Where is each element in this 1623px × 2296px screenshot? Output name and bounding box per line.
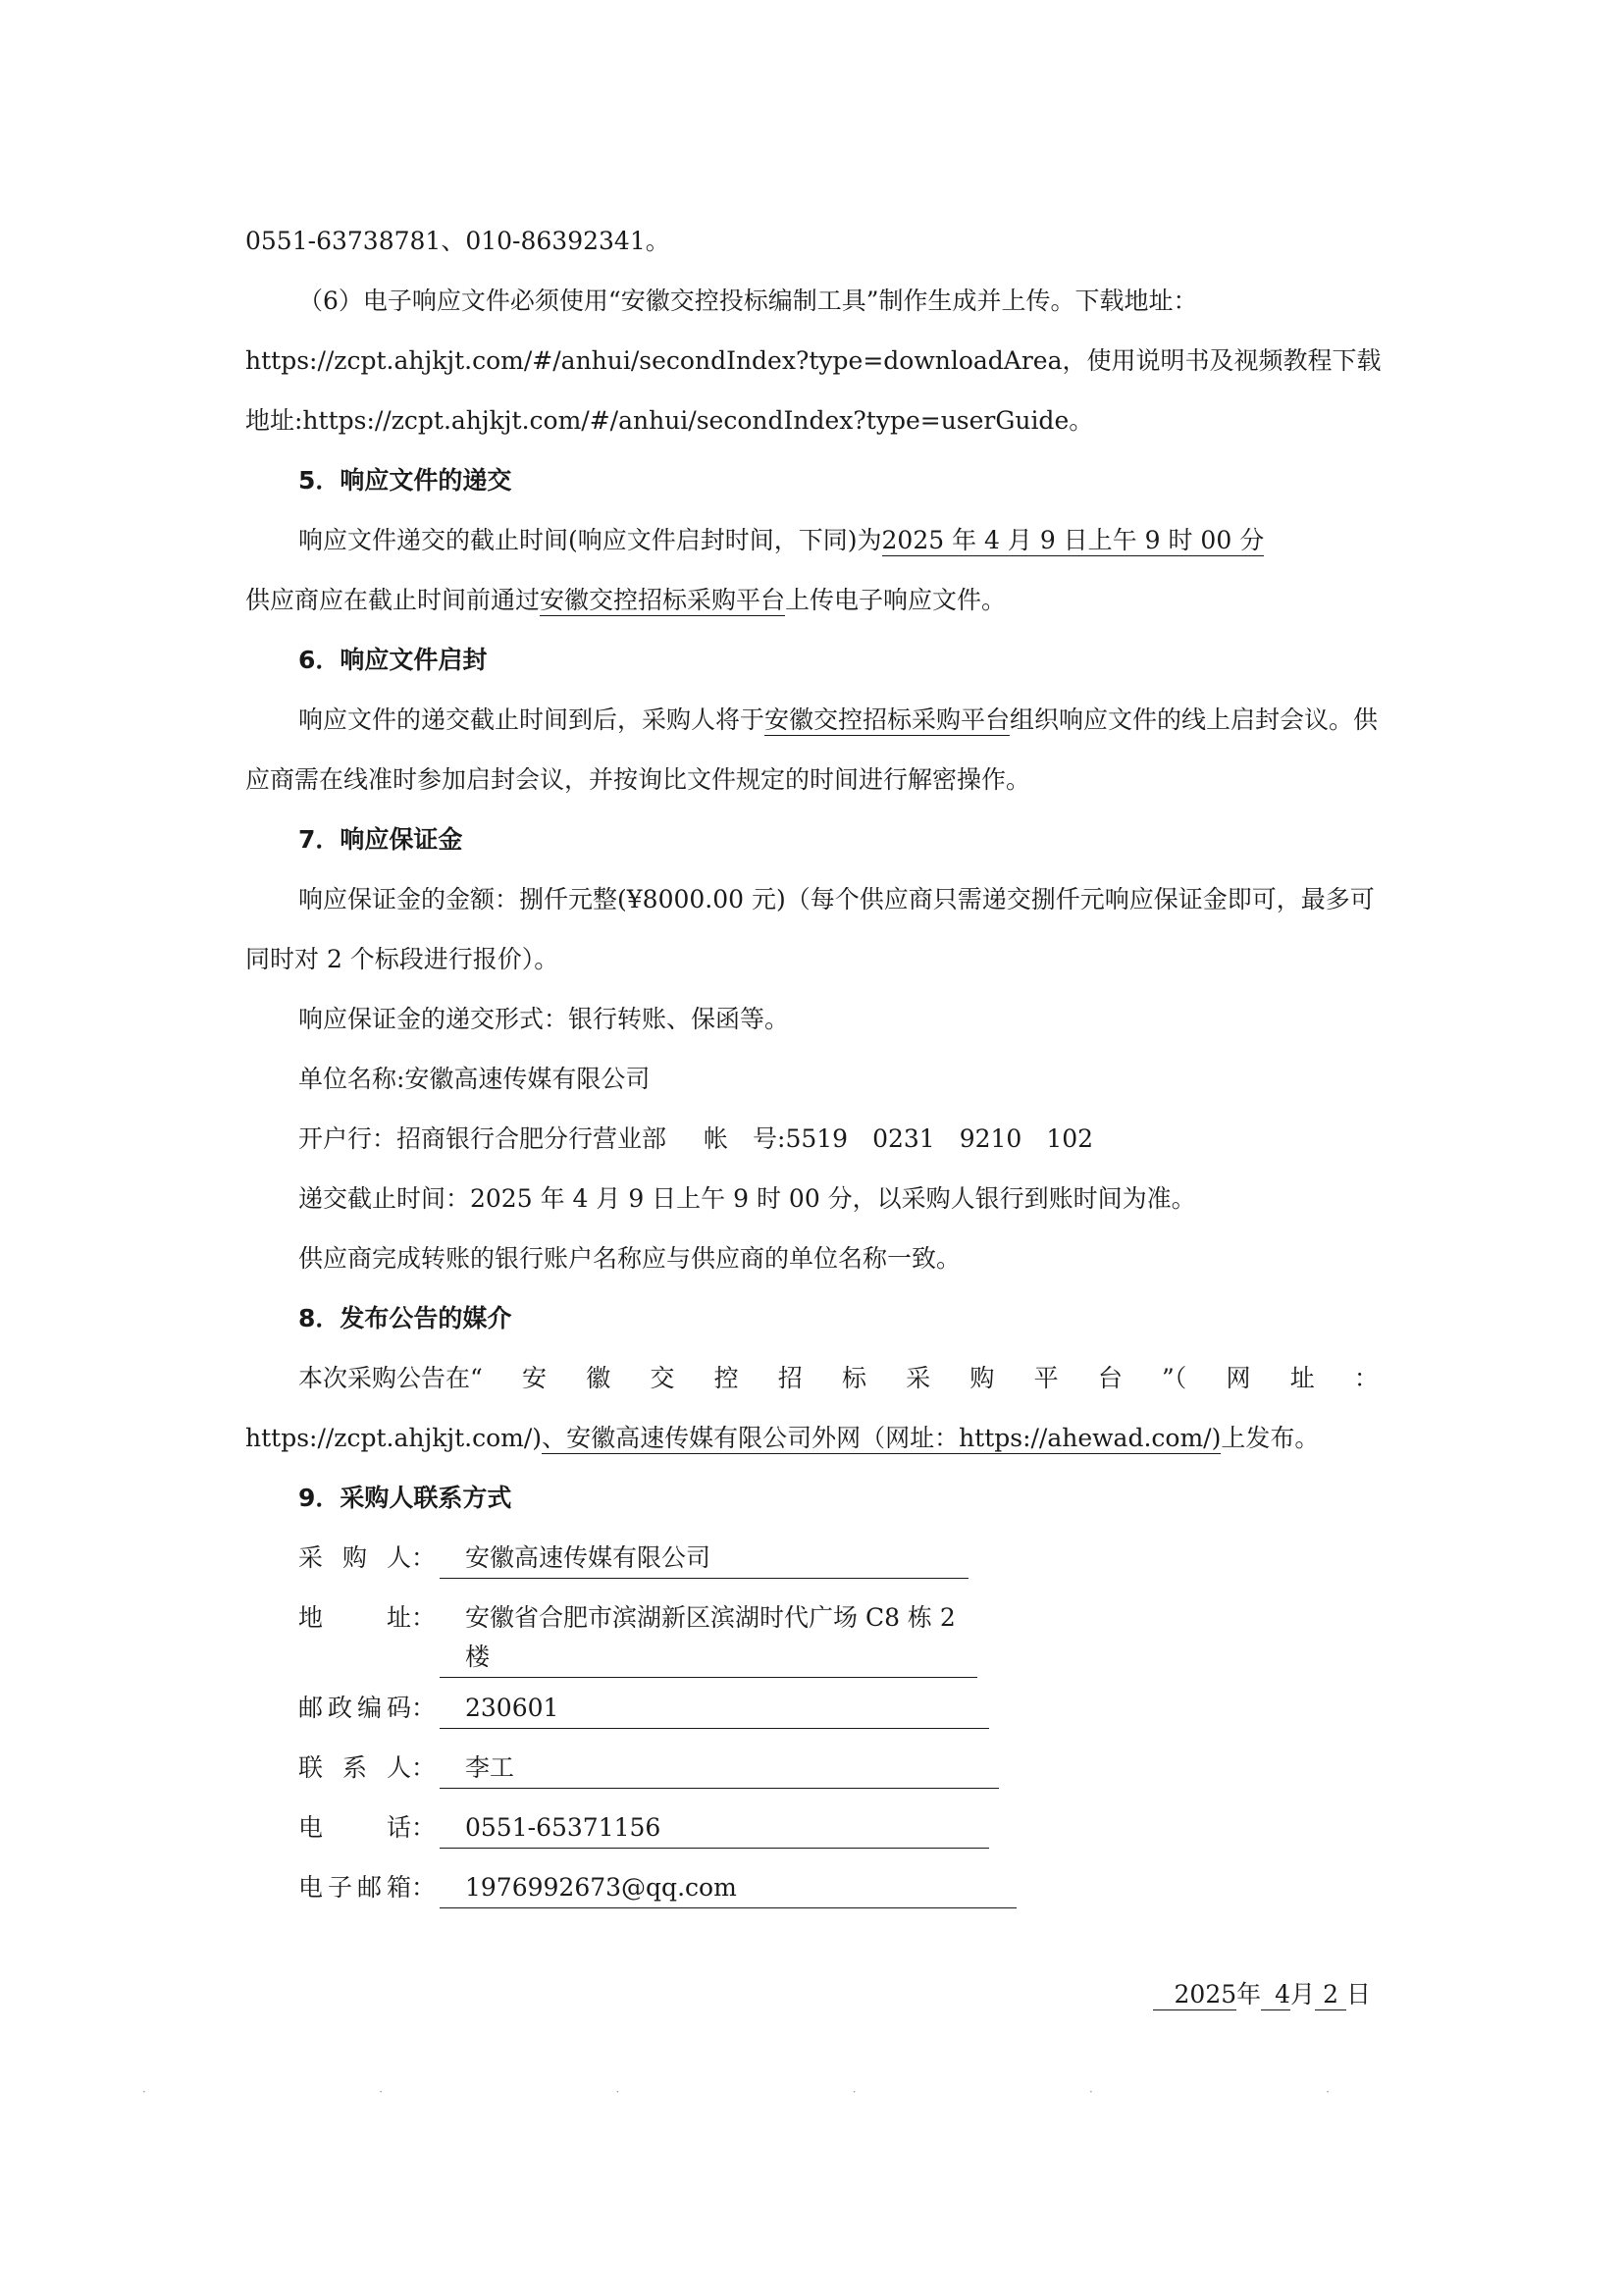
media-char: 址 [1289, 1364, 1315, 1392]
contact-row [245, 1678, 1379, 1738]
scan-dot: · [615, 2085, 620, 2099]
tool-line-2: https://zcpt.ahjkjt.com/#/anhui/secondIndex?type=downloadArea，使用说明书及视频教程下载 [245, 346, 1382, 375]
media-url-1: https://zcpt.ahjkjt.com/) [245, 1424, 543, 1452]
s5-text-c: 上传电子响应文件。 [785, 586, 1007, 614]
date-year: 2025 [1153, 1980, 1237, 2010]
media-char: 标 [842, 1364, 867, 1392]
s5-platform: 安徽交控招标采购平台 [540, 586, 786, 614]
document-page [245, 211, 1382, 2024]
s6-text-b: 组织响应文件的线上启封会议。供应商需在线准时参加启封会议，并按询比文件规定的时间进行解密操作。 [245, 705, 1379, 794]
s5-text-b: 供应商应在截止时间前通过 [245, 586, 541, 614]
signature-date [245, 1964, 1379, 2024]
s6-platform: 安徽交控招标采购平台 [764, 705, 1011, 734]
contact-label-char: 电 [298, 1873, 324, 1902]
media-char: 采 [906, 1364, 931, 1392]
deposit-deadline: 递交截止时间：2025 年 4 月 9 日上午 9 时 00 分，以采购人银行到账时间为准。 [298, 1184, 1196, 1213]
bank-line [245, 1109, 1379, 1169]
contact-value: 李工 [440, 1748, 999, 1789]
contact-label-char: 系 [341, 1753, 367, 1782]
contact-label-char: 箱： [386, 1873, 436, 1902]
media-line-2 [245, 1408, 1379, 1468]
contact-label-char: 联 [298, 1753, 324, 1782]
contact-label-char: 子 [327, 1873, 352, 1902]
contact-label [298, 1588, 436, 1647]
account-label: 帐 号: [704, 1124, 786, 1153]
contact-label-char: 话： [386, 1813, 436, 1842]
contact-row [245, 1857, 1379, 1917]
contact-label-char: 人： [386, 1543, 436, 1572]
contact-value: 0551-65371156 [440, 1808, 989, 1849]
media-char: ”（ [1162, 1364, 1187, 1392]
account-number: 5519 0231 9210 102 [785, 1124, 1094, 1153]
media-char: 安 [521, 1364, 547, 1392]
scan-dot: · [379, 2085, 384, 2099]
contact-label-char: 邮 [298, 1694, 324, 1722]
media-char: ： [1353, 1364, 1379, 1392]
scan-dot: · [142, 2085, 146, 2099]
contact-label [298, 1738, 436, 1798]
contact-row [245, 1528, 1379, 1588]
date-month: 4 [1261, 1980, 1290, 2010]
contact-label-char: 编 [356, 1694, 382, 1722]
contact-label [298, 1678, 436, 1738]
contact-label-char: 码： [386, 1694, 436, 1722]
scan-dot: · [1088, 2085, 1093, 2099]
media-char: 网 [1226, 1364, 1251, 1392]
contact-row [245, 1798, 1379, 1857]
section-5-heading: 5．响应文件的递交 [298, 466, 512, 495]
s5-deadline: 2025 年 4 月 9 日上午 9 时 00 分 [881, 526, 1265, 554]
media-char: 台 [1097, 1364, 1123, 1392]
media-line-1 [245, 1348, 1379, 1408]
media-char: 徽 [586, 1364, 611, 1392]
media-url-2: 、安徽高速传媒有限公司外网（网址：https://ahewad.com/) [542, 1424, 1222, 1452]
section-6-paragraph [245, 690, 1379, 809]
date-month-unit: 月 [1290, 1980, 1316, 2009]
section-5-paragraph [245, 510, 1379, 630]
contact-label-char: 政 [327, 1694, 352, 1722]
contact-label-char: 电 [298, 1813, 324, 1842]
media-text-end: 上发布。 [1221, 1424, 1320, 1452]
media-char: 招 [777, 1364, 803, 1392]
date-year-unit: 年 [1236, 1980, 1262, 2009]
scan-dot: · [1326, 2085, 1330, 2099]
contact-label-char: 人： [386, 1753, 436, 1782]
section-8-heading: 8．发布公告的媒介 [298, 1304, 512, 1332]
contact-value: 230601 [440, 1689, 989, 1729]
contact-label [298, 1798, 436, 1857]
s6-text-a: 响应文件的递交截止时间到后，采购人将于 [298, 705, 765, 734]
unit-name: 单位名称:安徽高速传媒有限公司 [298, 1065, 651, 1093]
media-char: 平 [1033, 1364, 1059, 1392]
contact-label-char: 购 [341, 1543, 367, 1572]
contact-row [245, 1738, 1379, 1798]
phone-line: 0551-63738781、010-86392341。 [245, 227, 670, 255]
media-char: 交 [650, 1364, 675, 1392]
section-7-heading: 7．响应保证金 [298, 825, 463, 854]
tool-line-3: 地址:https://zcpt.ahjkjt.com/#/anhui/secondIndex?type=userGuide。 [245, 406, 1094, 435]
deposit-form: 响应保证金的递交形式：银行转账、保函等。 [298, 1005, 790, 1033]
contact-label [298, 1528, 436, 1588]
scan-dots [142, 2085, 1330, 2099]
media-char: 购 [969, 1364, 995, 1392]
contact-label-char: 采 [298, 1543, 324, 1572]
bank-name: 开户行：招商银行合肥分行营业部 [298, 1124, 667, 1153]
s5-text-a: 响应文件递交的截止时间(响应文件启封时间，下同)为 [298, 526, 882, 554]
media-char: 控 [713, 1364, 739, 1392]
scan-dot: · [852, 2085, 857, 2099]
tool-line-1: （6）电子响应文件必须使用“安徽交控投标编制工具”制作生成并上传。下载地址： [298, 287, 1198, 315]
contact-label [298, 1857, 436, 1917]
contact-label-char: 址： [386, 1603, 436, 1632]
contact-label-char: 地 [298, 1603, 324, 1632]
deposit-note: 供应商完成转账的银行账户名称应与供应商的单位名称一致。 [298, 1244, 962, 1273]
date-day: 2 [1315, 1980, 1346, 2010]
contact-value: 安徽高速传媒有限公司 [440, 1539, 969, 1579]
contact-value: 1976992673@qq.com [440, 1868, 1017, 1908]
date-day-unit: 日 [1345, 1980, 1371, 2009]
contact-table [245, 1528, 1379, 1917]
contact-row [245, 1588, 1379, 1678]
deposit-amount: 响应保证金的金额：捌仟元整(¥8000.00 元)（每个供应商只需递交捌仟元响应保证金即可，最多可同时对 2 个标段进行报价）。 [245, 885, 1375, 973]
section-9-heading: 9．采购人联系方式 [298, 1484, 512, 1512]
contact-value: 安徽省合肥市滨湖新区滨湖时代广场 C8 栋 2 楼 [440, 1598, 977, 1678]
media-char: 本次采购公告在“ [298, 1364, 483, 1392]
section-6-heading: 6．响应文件启封 [298, 646, 488, 674]
contact-label-char: 邮 [356, 1873, 382, 1902]
